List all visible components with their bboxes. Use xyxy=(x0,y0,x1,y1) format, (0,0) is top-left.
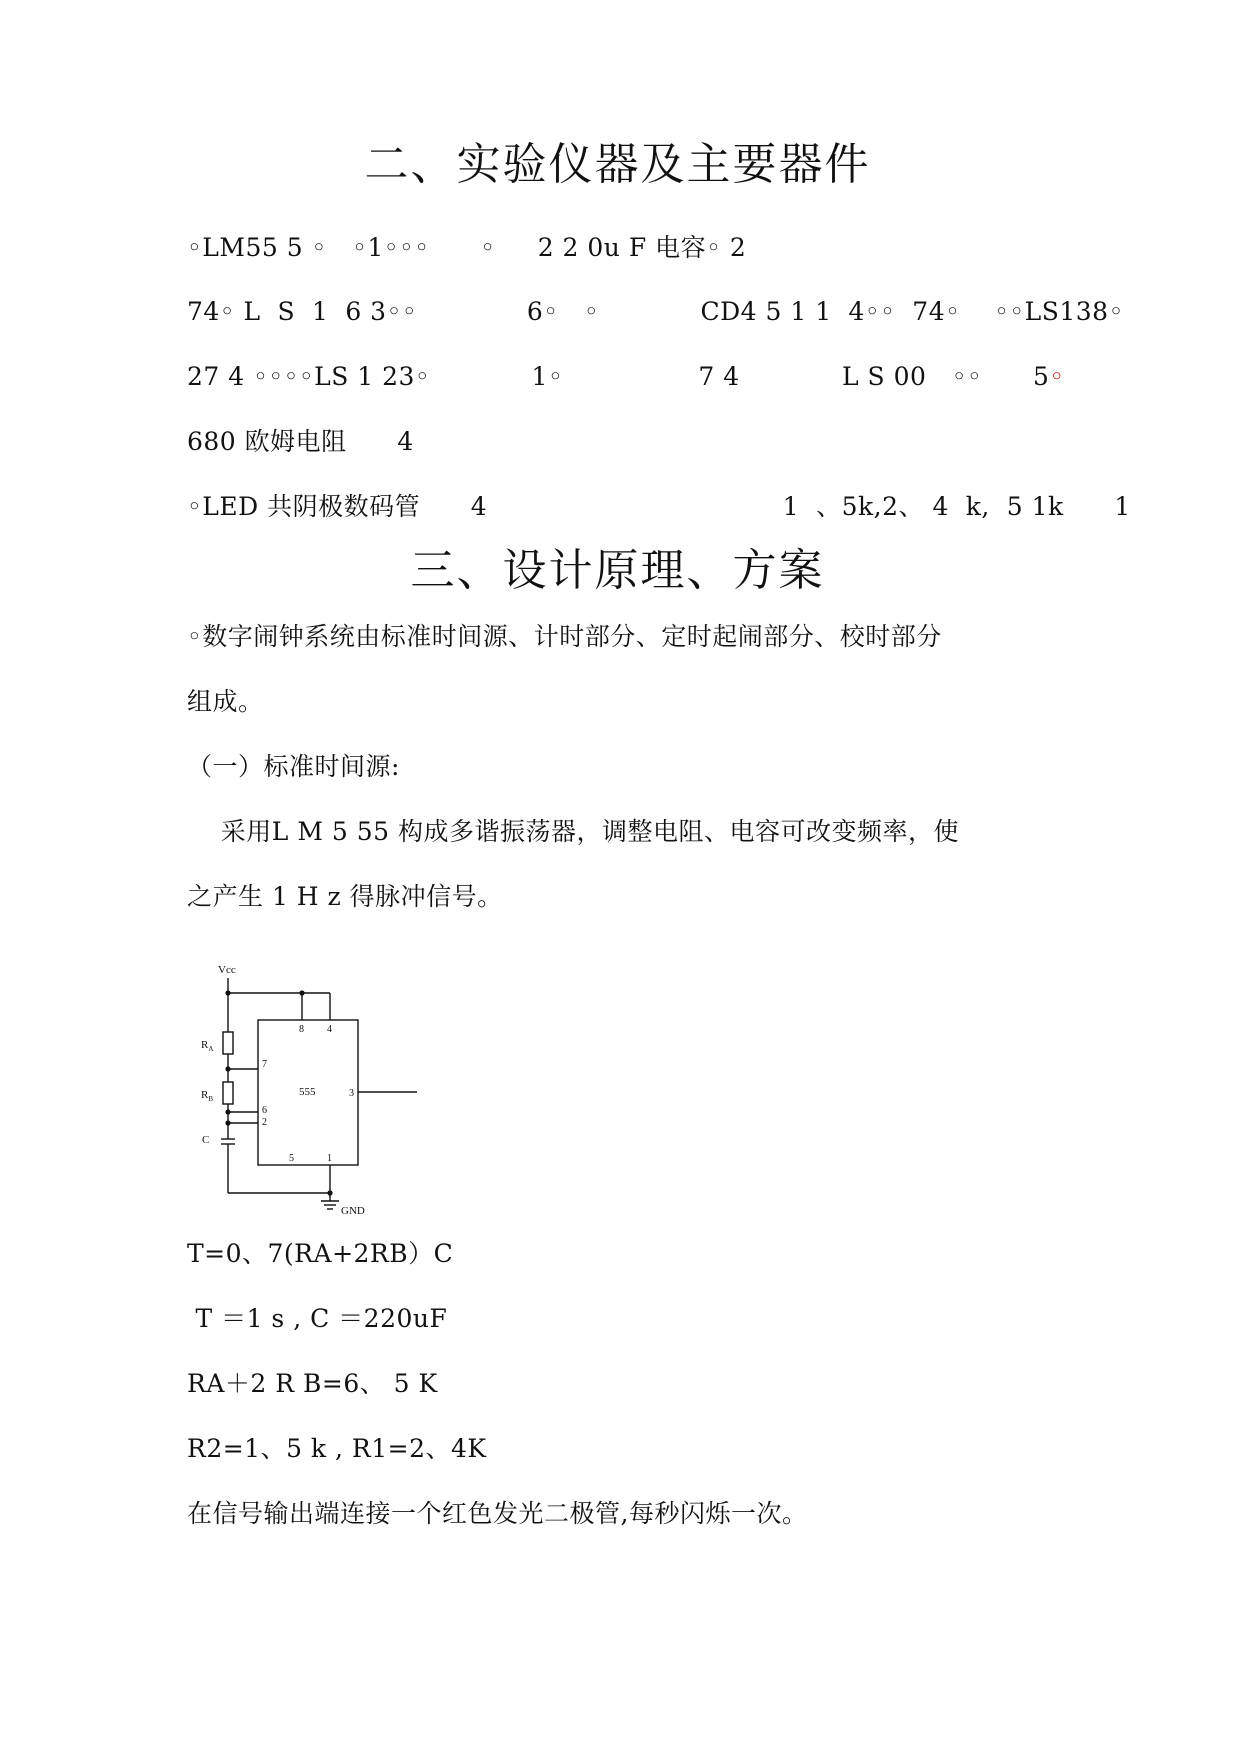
rb-subscript: B xyxy=(208,1095,214,1103)
component-line-5: ◦LED 共阴极数码管 4 1 、5k,2、 4 k, 5 1k 1 xyxy=(187,492,1131,521)
pin-1: 1 xyxy=(327,1153,332,1164)
rb-label xyxy=(201,1089,213,1103)
component-line-3-tail xyxy=(842,362,1065,392)
intro-line-1: ◦数字闹钟系统由标准时间源、计时部分、定时起闹部分、校时部分 xyxy=(187,622,942,651)
circuit-diagram xyxy=(180,950,440,1220)
component-line-4: 680 欧姆电阻 4 xyxy=(187,427,414,456)
formula-values: T ＝1 s , C ＝220uF xyxy=(187,1304,448,1333)
formula-resistance-sum: RA＋2 R B=6、 5 K xyxy=(187,1369,438,1398)
formula-period: T=0、7(RA+2RB）C xyxy=(187,1239,454,1268)
intro-line-2: 组成。 xyxy=(187,687,264,716)
ra-subscript: A xyxy=(208,1045,214,1053)
ra-label xyxy=(201,1039,213,1053)
paragraph-line-2: 之产生 1 H z 得脉冲信号。 xyxy=(187,882,503,911)
led-note: 在信号输出端连接一个红色发光二极管,每秒闪烁一次。 xyxy=(187,1499,808,1528)
pin-4: 4 xyxy=(327,1024,332,1035)
pin-8: 8 xyxy=(299,1024,304,1035)
subsection-heading: （一）标准时间源: xyxy=(187,752,400,781)
pin-3: 3 xyxy=(349,1088,354,1099)
formula-resistors: R2=1、5 k , R1=2、4K xyxy=(187,1434,487,1463)
c-label: C xyxy=(202,1134,210,1146)
section2-heading: 二、实验仪器及主要器件 xyxy=(364,139,871,190)
component-line-3: 27 4 ◦◦◦◦LS 1 23◦ 1◦ 7 4 xyxy=(187,362,740,391)
section3-heading: 三、设计原理、方案 xyxy=(410,545,825,596)
pin-7: 7 xyxy=(262,1059,267,1070)
gnd-label: GND xyxy=(341,1205,365,1217)
pin-2: 2 xyxy=(262,1117,267,1128)
component-line-1: ◦LM55 5 ◦ ◦1◦◦◦ ◦ 2 2 0u F 电容◦ 2 xyxy=(187,233,747,262)
pin-5: 5 xyxy=(289,1153,294,1164)
vcc-label: Vcc xyxy=(218,964,236,976)
component-line-2: 74◦ L S 1 6 3◦◦ 6◦ ◦ CD4 5 1 1 4◦◦ 74◦ ◦◦LS138◦ xyxy=(187,297,1124,326)
component-line-3-tail-text: L S 00 ◦◦ 5 xyxy=(842,362,1050,391)
chip-label: 555 xyxy=(299,1086,316,1098)
red-marker: ◦ xyxy=(1049,362,1065,391)
paragraph-line-1: 采用L M 5 55 构成多谐振荡器，调整电阻、电容可改变频率，使 xyxy=(187,817,959,846)
ra-letter: R xyxy=(201,1039,209,1051)
rb-letter: R xyxy=(201,1089,209,1101)
pin-6: 6 xyxy=(262,1105,267,1116)
